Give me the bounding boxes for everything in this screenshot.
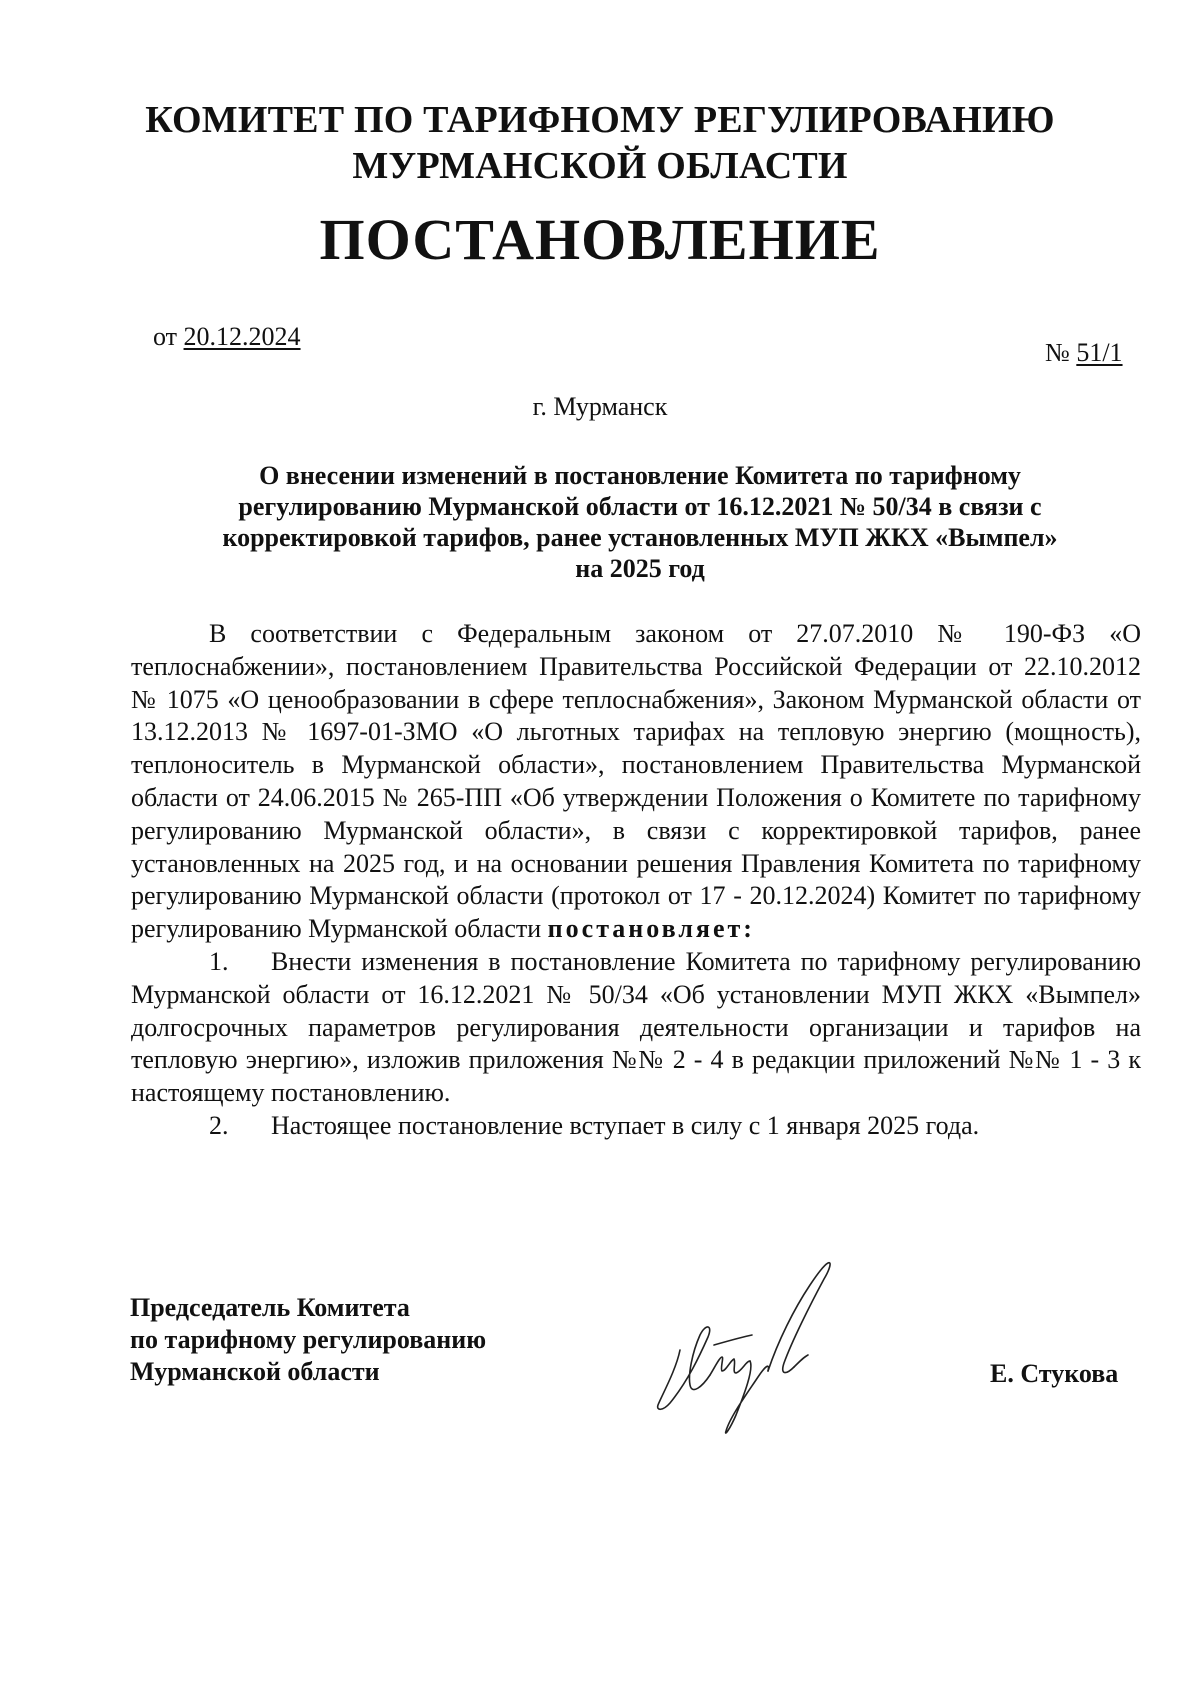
item-number: 2. — [209, 1110, 229, 1140]
item-text: Внести изменения в постановление Комитета по тарифному регулированию Мурманской области от 16.12.2021 № 50/34 «Об установлении МУП ЖКХ «Вымпел» долгосрочных параметров регулирования деятельности организации и тарифов на тепловую энергию», изложив приложения №№ 2 - 4 в редакции приложений №№ 1 - 3 к настоящему постановлению. — [131, 946, 1141, 1108]
position-line: Мурманской области — [130, 1357, 380, 1386]
preamble-text: В соответствии с Федеральным законом от 27.07.2010 № 190-ФЗ «О теплоснабжении», постановлением Правительства Российской Федерации от 22.10.2012 № 1075 «О ценообразовании в сфере теплоснабжения», Законом Мурманской области от 13.12.2013 № 1697-01-ЗМО «О льготных тарифах на тепловую энергию (мощность), теплоноситель в Мурманской области», постановлением Правительства Мурманской области от 24.06.2015 № 265-ПП «Об утверждении Положения о Комитете по тарифному регулированию Мурманской области», в связи с корректировкой тарифов, ранее установленных на 2025 год, и на основании решения Правления Комитета по тарифному регулированию Мурманской области (протокол от 17 - 20.12.2024) Комитет по тарифному регулированию Мурманской области — [131, 619, 1141, 944]
organization-name-line1: КОМИТЕТ ПО ТАРИФНОМУ РЕГУЛИРОВАНИЮ — [145, 99, 1055, 141]
subject-line: корректировкой тарифов, ранее установленных МУП ЖКХ «Вымпел» — [222, 523, 1058, 552]
signatory-position — [130, 1292, 486, 1388]
date-value: 20.12.2024 — [183, 322, 301, 351]
subject-line: на 2025 год — [575, 554, 705, 583]
position-line: Председатель Комитета — [130, 1293, 410, 1322]
number-value: 51/1 — [1076, 338, 1123, 367]
signatory-name: Е. Стукова — [990, 1359, 1119, 1388]
subject-line: О внесении изменений в постановление Комитета по тарифному — [259, 461, 1021, 490]
number-prefix: № — [1045, 338, 1070, 367]
document-subject — [160, 460, 1120, 584]
resolves-word: постановляет: — [547, 914, 755, 944]
position-line: по тарифному регулированию — [130, 1325, 487, 1354]
handwritten-signature — [618, 1245, 878, 1440]
document-type-title: ПОСТАНОВЛЕНИЕ — [319, 207, 881, 272]
list-item — [131, 1110, 1141, 1143]
document-body — [131, 618, 1141, 1143]
subject-line: регулированию Мурманской области от 16.12.2021 № 50/34 в связи с — [238, 492, 1042, 521]
document-date — [153, 322, 301, 352]
item-text: Настоящее постановление вступает в силу с 1 января 2025 года. — [271, 1110, 980, 1140]
item-number: 1. — [209, 946, 229, 976]
list-item — [131, 946, 1141, 1110]
date-prefix: от — [153, 322, 178, 351]
preamble-paragraph — [131, 618, 1141, 946]
city: г. Мурманск — [532, 392, 668, 421]
organization-name-line2: МУРМАНСКОЙ ОБЛАСТИ — [352, 145, 848, 187]
document-number — [1045, 338, 1123, 368]
